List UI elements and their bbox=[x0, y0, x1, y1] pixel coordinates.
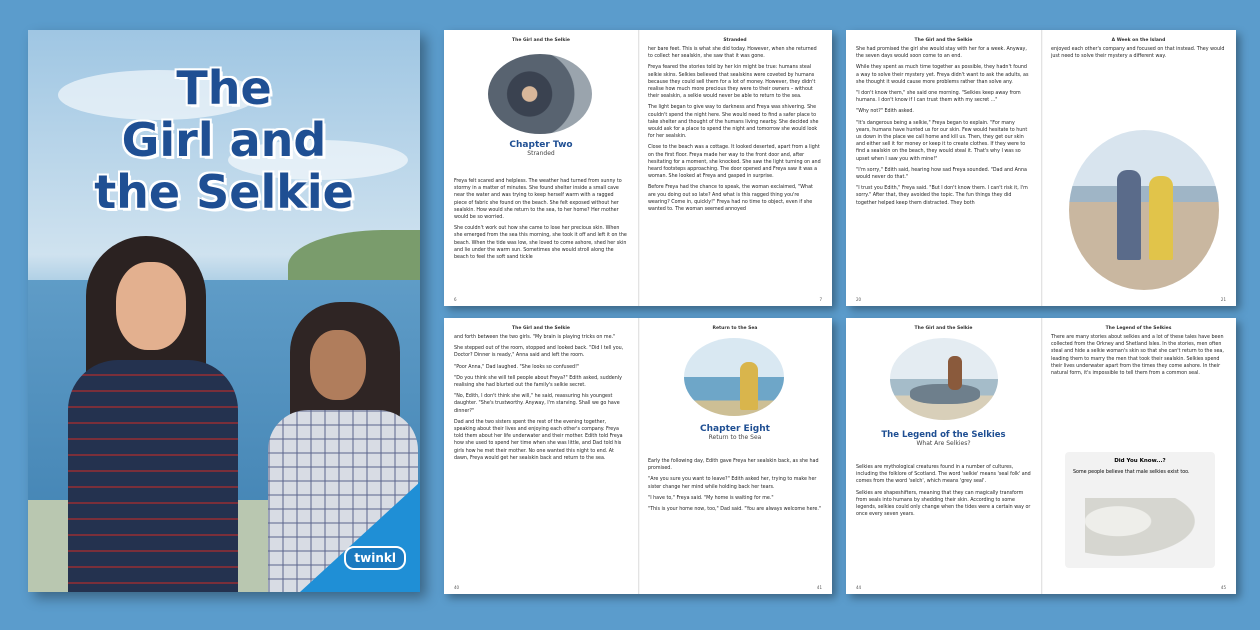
paragraph: "No, Edith, I don't think she will," he said, reassuring his youngest daughter. "She's trustworthy. Anyway, I'm starving. Shall we go have dinner?" bbox=[454, 394, 620, 414]
running-head: The Girl and the Selkie bbox=[512, 38, 570, 43]
paragraph: She couldn't work out how she came to lose her precious skin. When she emerged from the sea this morning, she took it off and left it on the beach. When the tide was low, she loved to come ashore, shed her skin and lie under the warm sun. Sometimes she would stroll along the beach to feel the soft sand tickle bbox=[454, 226, 627, 261]
sealskin bbox=[910, 384, 980, 404]
chapter-heading bbox=[444, 140, 638, 157]
chapter-heading bbox=[638, 424, 832, 441]
running-head: A Week on the Island bbox=[1111, 38, 1166, 43]
figure-left bbox=[1117, 170, 1141, 260]
book-title-line2: Girl and bbox=[121, 113, 327, 167]
return-to-sea-illustration bbox=[684, 338, 784, 416]
paragraph: She stepped out of the room, stopped and looked back. "Did I tell you, Doctor? Dinner is ready," Anna said and left the room. bbox=[454, 346, 624, 359]
page-number: 6 bbox=[454, 297, 457, 302]
girl-one-face bbox=[116, 262, 186, 350]
girl-one-sweater bbox=[68, 360, 238, 592]
did-you-know-title: Did You Know...? bbox=[1114, 458, 1166, 464]
page-left bbox=[444, 318, 638, 594]
paragraph: There are many stories about selkies and a lot of these tales have been collected from the Orkney and Shetland Isles. In the stories, men often steal and hide a selkie woman's skin so that she can't return to the sea, leading them to marry the men that took their sealskin. Selkies spend their lives underwater apart from the times they come ashore. In their natural form, it's impossible to tell them from a common seal. bbox=[1051, 335, 1224, 377]
spread-week-on-island bbox=[846, 30, 1236, 306]
paragraph: "Poor Anna," Dad laughed. "She looks so confused!" bbox=[454, 364, 580, 370]
book-cover bbox=[28, 30, 420, 592]
paragraph: Early the following day, Edith gave Freya her sealskin back, as she had promised. bbox=[648, 459, 819, 472]
paragraph: "I trust you Edith," Freya said. "But I don't know them. I can't risk it, I'm sorry." After that, they avoided the topic. The fun things they did together helped keep them distracted. They both bbox=[856, 186, 1028, 206]
paragraph: "I have to," Freya said. "My home is waiting for me." bbox=[648, 495, 774, 501]
chapter-subtitle: What Are Selkies? bbox=[916, 440, 971, 447]
spread-chapter-eight bbox=[444, 318, 832, 594]
book-title-line1: The bbox=[176, 61, 272, 115]
paragraph: Selkies are mythological creatures found in a number of cultures, including the folklore of Scotland. The word 'selkie' means 'seal folk' and comes from the word 'selch', which means 'grey seal'. bbox=[856, 465, 1031, 485]
spread-legend-of-selkies bbox=[846, 318, 1236, 594]
paragraph: "Why not?" Edith asked. bbox=[856, 109, 914, 115]
paragraph: Freya felt scared and helpless. The weather had turned from sunny to stormy in a matter of minutes. She found shelter inside a small cave near the water and was trying to keep herself warm with a ragged piece of fabric she found on the beach. She felt exposed without her sealskin. How would she return to the sea, to her home? Her mother would be so worried. bbox=[454, 179, 622, 221]
page-number: 44 bbox=[856, 585, 862, 590]
page-right bbox=[638, 30, 832, 306]
paragraph: and forth between the two girls. "My brain is playing tricks on me." bbox=[454, 335, 616, 340]
book-title bbox=[28, 62, 420, 218]
chapter-heading bbox=[846, 430, 1041, 447]
paragraph: Freya feared the stories told by her kin might be true: humans steal selkie skins. Selkies believed that sealskins were coveted by humans because they could sell them for a lot of money. However, they didn't realise how much more precious they were to their owners – without their sealskin, a selkie would never be able to return to the sea. bbox=[648, 65, 816, 100]
page-number: 40 bbox=[454, 585, 460, 590]
page-right bbox=[1041, 30, 1236, 306]
paragraph: her bare feet. This is what she did today. However, when she returned to collect her sealskin, she saw that it was gone. bbox=[648, 47, 817, 60]
chapter-subtitle: Stranded bbox=[527, 150, 555, 157]
seal-drawing bbox=[1085, 498, 1195, 556]
running-head: Return to the Sea bbox=[712, 326, 758, 331]
running-head: Stranded bbox=[723, 38, 747, 43]
chapter-title: Chapter Two bbox=[509, 140, 573, 150]
running-head: The Girl and the Selkie bbox=[914, 38, 973, 43]
page-number: 45 bbox=[1220, 585, 1226, 590]
page-left bbox=[444, 30, 638, 306]
running-head: The Legend of the Selkies bbox=[1105, 326, 1172, 331]
page-right bbox=[638, 318, 832, 594]
paragraph: "I don't know them," she said one morning. "Selkies keep away from humans. I don't know if I can trust them with my secret ..." bbox=[856, 91, 1021, 104]
paragraph: She had promised the girl she would stay with her for a week. Anyway, the seven days would soon come to an end. bbox=[856, 47, 1027, 60]
did-you-know-box bbox=[1065, 452, 1215, 568]
stranded-illustration bbox=[488, 54, 592, 134]
page-right bbox=[1041, 318, 1236, 594]
paragraph: The light began to give way to darkness and Freya was shivering. She couldn't spend the night here. She would need to find a safer place to take shelter and thought of the humans living nearby. She decided she would ask for a place to spend the night and tomorrow she would look for her sealskin. bbox=[648, 105, 819, 140]
book-title-line3: the Selkie bbox=[94, 165, 354, 219]
running-head: The Girl and the Selkie bbox=[914, 326, 973, 331]
paragraph: "Do you think she will tell people about Freya?" Edith asked, suddenly realising she had blurted out the family's selkie secret. bbox=[454, 375, 622, 389]
paragraph: "I'm sorry," Edith said, hearing how sad Freya sounded. "Dad and Anna would never do that." bbox=[856, 167, 1027, 181]
selkie-on-beach-illustration bbox=[890, 338, 998, 420]
paragraph: "Are you sure you want to leave?" Edith asked her, trying to make her sister change her mind while holding back her tears. bbox=[648, 477, 817, 490]
page-number: 21 bbox=[1220, 297, 1226, 302]
twinkl-logo: twinkl bbox=[344, 546, 406, 570]
paragraph: Selkies are shapeshifters, meaning that they can magically transform from seals into humans by shedding their skin. According to some legends, selkies could only change when the tides were a certain way or once every seven years. bbox=[856, 490, 1031, 518]
page-body bbox=[454, 178, 628, 265]
selkie-figure bbox=[948, 356, 962, 390]
page-number: 41 bbox=[816, 585, 822, 590]
page-left bbox=[846, 30, 1041, 306]
page-number: 7 bbox=[819, 297, 822, 302]
paragraph: Close to the beach was a cottage. It looked deserted, apart from a light on the first floor. Freya made her way to the front door and, after hesitating for a moment, she knocked. She saw the light turning on and heard footsteps approaching. The door opened and Freya saw it was a woman. She looked at Freya and gasped in surprise. bbox=[648, 145, 821, 180]
paragraph: While they spent as much time together as possible, they hadn't found a way to solve their mystery yet. Freya didn't want to ask the adults, as she thought it would cause more problems rather than solve any. bbox=[856, 65, 1029, 85]
paragraph: Dad and the two sisters spent the rest of the evening together, speaking about their lives and enjoying each other's company. Freya told them about her life underwater and their mother. Edith told Freya how she used to spend her time when she was little, and Dad told his girls how he met their mother. No one wanted this night to end. At dawn, Freya would get her sealskin back and return to the sea. bbox=[454, 419, 623, 461]
paragraph: enjoyed each other's company and focused on that instead. They would just need to solve their mystery a different way. bbox=[1051, 47, 1225, 60]
paragraph: Before Freya had the chance to speak, the woman exclaimed, "What are you doing out so late? And what is this ragged thing you're wearing? Come in, quickly!" Freya had no time to object, even if she wanted to. The woman seemed annoyed bbox=[648, 185, 813, 213]
figure-in-water bbox=[740, 362, 758, 410]
spread-chapter-two bbox=[444, 30, 832, 306]
page-number: 20 bbox=[856, 297, 862, 302]
girl-two-face bbox=[310, 330, 366, 400]
running-head: The Girl and the Selkie bbox=[512, 326, 570, 331]
chapter-subtitle: Return to the Sea bbox=[708, 434, 762, 441]
chapter-title: The Legend of the Selkies bbox=[881, 430, 1006, 440]
paragraph: "This is your home now, too," Dad said. "You are always welcome here." bbox=[648, 507, 822, 513]
page-body bbox=[856, 464, 1031, 522]
chapter-title: Chapter Eight bbox=[700, 424, 770, 434]
page-left bbox=[846, 318, 1041, 594]
figure-right bbox=[1149, 176, 1173, 260]
page-body bbox=[648, 458, 822, 517]
paragraph: "It's dangerous being a selkie," Freya began to explain. "For many years, humans have hunted us for our skin. Few would hesitate to hunt us down in the place we call home and kill us. Then, they get our skin and either sell it for money or keep it to create clothes. If they were to find a sealskin on the beach, they would steal it. That's why I was so upset when I saw you with mine!" bbox=[856, 120, 1028, 162]
did-you-know-text: Some people believe that male selkies exist too. bbox=[1073, 470, 1190, 475]
sisters-walking-illustration bbox=[1069, 130, 1219, 290]
